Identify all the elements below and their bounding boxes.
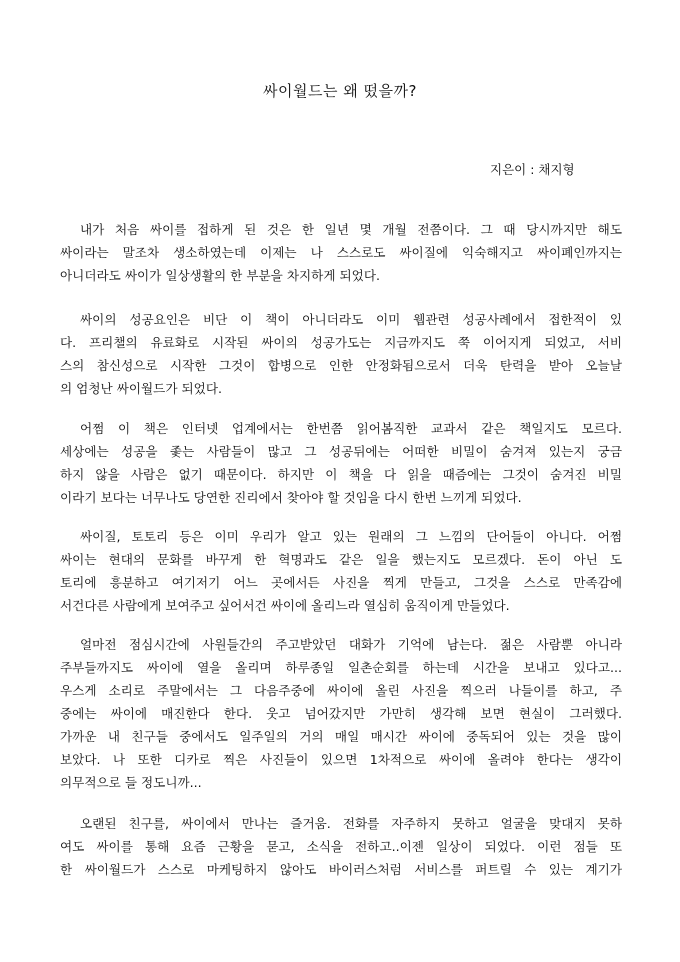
text-line: 우스게 소리로 주말에서는 그 다음주중에 싸이에 올린 사진을 찍으러 나들이를 하고, 주 (60, 683, 622, 698)
paragraph-1 (60, 218, 622, 287)
paragraph-2 (60, 308, 622, 400)
text-line: 보았다. 나 또한 디카로 찍은 사진들이 있으면 1차적으로 싸이에 올려야 한다는 생각이 (60, 752, 622, 767)
document-title: 싸이월드는 왜 떴을까? (263, 82, 417, 100)
text-line: 싸이는 현대의 문화를 바꾸게 한 혁명과도 같은 일을 했는지도 모르겠다. 돈이 아닌 도 (60, 552, 622, 567)
paragraph-3 (60, 417, 622, 509)
paragraph-5 (60, 633, 622, 794)
text-line: 아니더라도 싸이가 일상생활의 한 부분을 차지하게 되었다. (60, 268, 380, 283)
text-line: 싸이의 성공요인은 비단 이 책이 아니더라도 이미 웹관련 성공사례에서 접한적이 있 (80, 312, 622, 327)
text-line: 스의 참신성으로 시작한 그것이 합병으로 인한 안정화됨으로서 더욱 탄력을 받아 오늘날 (60, 358, 622, 373)
text-line: 싸이질, 토토리 등은 이미 우리가 알고 있는 원래의 그 느낌의 단어들이 아니다. 어쩜 (80, 529, 622, 544)
author-line: 지은이 : 채지형 (490, 162, 575, 177)
text-line: 내가 처음 싸이를 접하게 된 것은 한 일년 몇 개월 전쯤이다. 그 때 당시까지만 해도 (80, 222, 622, 237)
text-line: 의무적으로 들 정도니까... (60, 775, 202, 790)
text-line: 주부들까지도 싸이에 열을 올리며 하루종일 일촌순회를 하는데 시간을 보내고 있다고... (60, 660, 622, 675)
text-line: 의 엄청난 싸이월드가 되었다. (60, 381, 222, 396)
paragraph-6 (60, 812, 622, 881)
text-line: 하지 않을 사람은 없기 때문이다. 하지만 이 책을 다 읽을 때즘에는 그것이 숨겨진 비밀 (60, 467, 622, 482)
text-line: 서건다른 사람에게 보여주고 싶어서건 싸이에 올리느라 열심히 움직이게 만들었다. (60, 598, 510, 613)
text-line: 어쩜 이 책은 인터넷 업계에서는 한번쯤 읽어봄직한 교과서 같은 책일지도 모르다. (80, 421, 622, 436)
text-line: 오랜된 친구를, 싸이에서 만나는 즐거움. 전화를 자주하지 못하고 얼굴을 맞대지 못하 (80, 816, 622, 831)
text-line: 중에는 싸이에 매진한다 한다. 웃고 넘어갔지만 가만히 생각해 보면 현실이 그러했다. (60, 706, 622, 721)
text-line: 세상에는 성공을 좇는 사람들이 많고 그 성공뒤에는 어떠한 비밀이 숨겨져 있는지 궁금 (60, 444, 622, 459)
text-line: 여도 싸이를 통해 요즘 근황을 묻고, 소식을 전하고..이젠 일상이 되었다. 이런 점들 또 (60, 839, 622, 854)
paragraph-4 (60, 525, 622, 617)
text-line: 이라기 보다는 너무나도 당연한 진리에서 찾아야 할 것임을 다시 한번 느끼게 되었다. (60, 490, 522, 505)
text-line: 얼마전 점심시간에 사원들간의 주고받았던 대화가 기억에 남는다. 젊은 사람뿐 아니라 (80, 637, 622, 652)
text-line: 다. 프리챌의 유료화로 시작된 싸이의 성공가도는 지금까지도 쭉 이어지게 되었고, 서비 (60, 335, 622, 350)
text-line: 싸이라는 말조차 생소하였는데 이제는 나 스스로도 싸이질에 익숙해지고 싸이폐인까지는 (60, 245, 622, 260)
text-line: 한 싸이월드가 스스로 마케팅하지 않아도 바이러스처럼 서비스를 퍼트릴 수 있는 계기가 (60, 862, 622, 877)
text-line: 토리에 흥분하고 여기저기 어느 곳에서든 사진을 찍게 만들고, 그것을 스스로 만족감에 (60, 575, 622, 590)
text-line: 가까운 내 친구들 중에서도 일주일의 거의 매일 매시간 싸이에 중독되어 있는 것을 많이 (60, 729, 622, 744)
